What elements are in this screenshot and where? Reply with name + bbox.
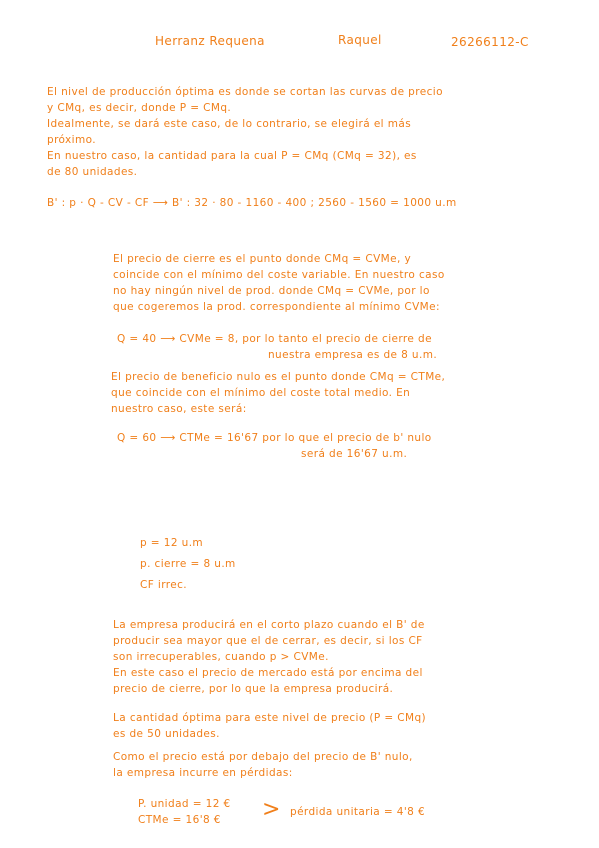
s1-line-4: próximo. — [47, 134, 96, 146]
ctme-value: CTMe = 16'8 € — [138, 814, 221, 826]
s4-line-3: son irrecuperables, cuando p > CVMe. — [113, 651, 329, 663]
header-id: 26266112-C — [451, 35, 529, 49]
s2-line-2: coincide con el mínimo del coste variable. En nuestro caso — [113, 269, 445, 281]
s4b-line-1: La cantidad óptima para este nivel de precio (P = CMq) — [113, 712, 427, 724]
s2-eq2-line-2: será de 16'67 u.m. — [301, 448, 408, 460]
unit-loss: pérdida unitaria = 4'8 € — [290, 806, 426, 818]
s3-item-3: CF irrec. — [140, 579, 188, 591]
s4-line-5: precio de cierre, por lo que la empresa producirá. — [113, 683, 394, 695]
s4-line-1: La empresa producirá en el corto plazo cuando el B' de — [113, 619, 425, 631]
s2b-line-3: nuestro caso, este será: — [111, 403, 247, 415]
s2b-line-2: que coincide con el mínimo del coste total medio. En — [111, 387, 411, 399]
s4-line-4: En este caso el precio de mercado está por encima del — [113, 667, 423, 679]
s3-item-1: p = 12 u.m — [140, 537, 204, 549]
s1-line-3: Idealmente, se dará este caso, de lo contrario, se elegirá el más — [47, 118, 412, 130]
s2-eq-line-1: Q = 40 ⟶ CVMe = 8, por lo tanto el precio de cierre de — [117, 333, 432, 345]
s2-line-1: El precio de cierre es el punto donde CMq = CVMe, y — [113, 253, 412, 265]
s2-eq-line-2: nuestra empresa es de 8 u.m. — [268, 349, 438, 361]
s4c-line-2: la empresa incurre en pérdidas: — [113, 767, 293, 779]
s2b-line-1: El precio de beneficio nulo es el punto donde CMq = CTMe, — [111, 371, 446, 383]
s1-line-6: de 80 unidades. — [47, 166, 138, 178]
s1-line-2: y CMq, es decir, donde P = CMq. — [47, 102, 232, 114]
s2-line-4: que cogeremos la prod. correspondiente al mínimo CVMe: — [113, 301, 440, 313]
header-name: Raquel — [338, 33, 382, 47]
s3-item-2: p. cierre = 8 u.m — [140, 558, 236, 570]
s2-eq2-line-1: Q = 60 ⟶ CTMe = 16'67 por lo que el precio de b' nulo — [117, 432, 432, 444]
s1-line-5: En nuestro caso, la cantidad para la cual P = CMq (CMq = 32), es — [47, 150, 417, 162]
s4c-line-1: Como el precio está por debajo del precio de B' nulo, — [113, 751, 413, 763]
s1-line-1: El nivel de producción óptima es donde se cortan las curvas de precio — [47, 86, 443, 98]
s4b-line-2: es de 50 unidades. — [113, 728, 220, 740]
s4-line-2: producir sea mayor que el de cerrar, es decir, si los CF — [113, 635, 423, 647]
s2-line-3: no hay ningún nivel de prod. donde CMq = CVMe, por lo — [113, 285, 430, 297]
s1-formula: B' : p · Q - CV - CF ⟶ B' : 32 · 80 - 1160 - 400 ; 2560 - 1560 = 1000 u.m — [47, 197, 457, 209]
header-surnames: Herranz Requena — [155, 34, 265, 48]
unit-price: P. unidad = 12 € — [138, 798, 231, 810]
greater-than-bracket: > — [262, 797, 281, 822]
